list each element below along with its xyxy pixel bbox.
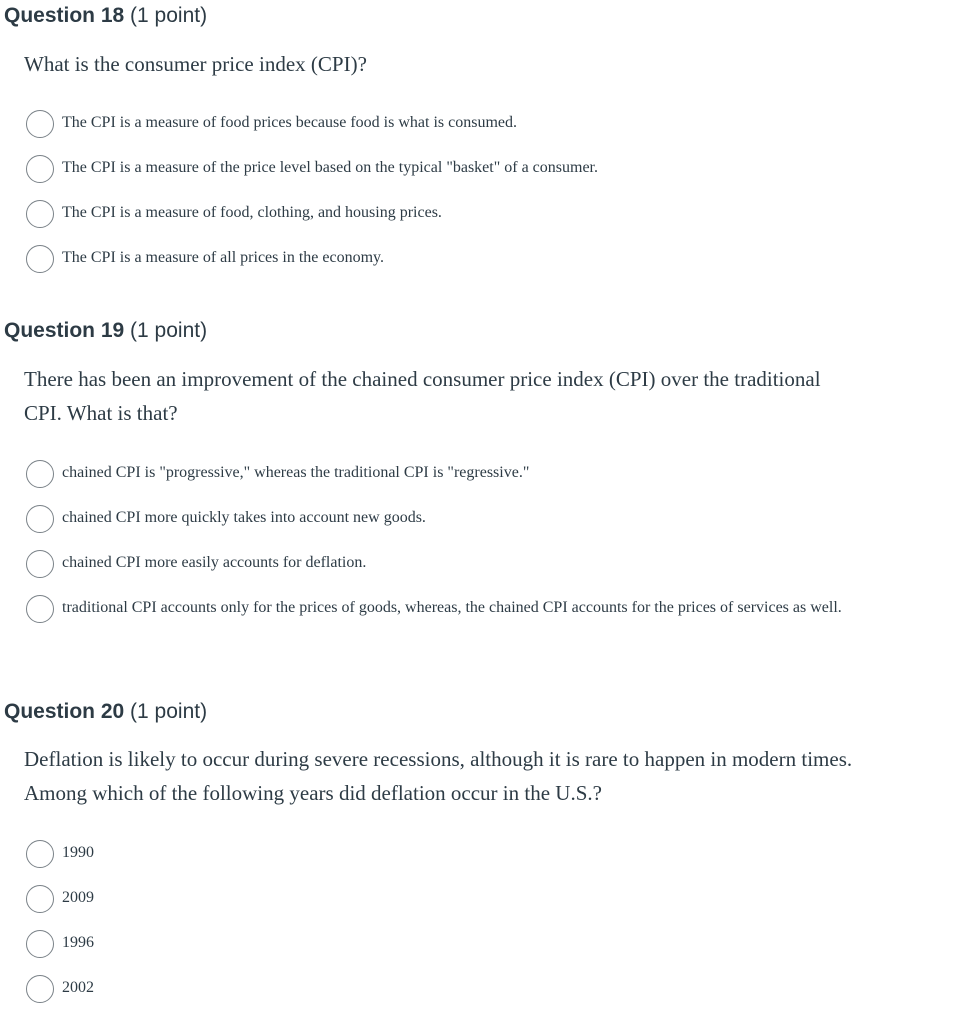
answer-option[interactable]	[26, 460, 926, 490]
question-points: (1 point)	[130, 4, 208, 27]
answer-option-label[interactable]: chained CPI is "progressive," whereas the traditional CPI is "regressive."	[62, 464, 530, 481]
answer-option-label[interactable]: chained CPI more easily accounts for deflation.	[62, 554, 367, 571]
question-prompt: There has been an improvement of the chained consumer price index (CPI) over the traditional CPI. What is that?	[24, 367, 821, 425]
radio-button[interactable]	[26, 505, 54, 533]
radio-button[interactable]	[26, 550, 54, 578]
answer-option[interactable]	[26, 200, 926, 230]
answer-option[interactable]	[26, 840, 926, 870]
question-header	[4, 2, 207, 30]
radio-button[interactable]	[26, 110, 54, 138]
answer-option-label[interactable]: chained CPI more quickly takes into account new goods.	[62, 509, 426, 526]
answer-option[interactable]	[26, 595, 926, 655]
radio-button[interactable]	[26, 460, 54, 488]
question-points: (1 point)	[130, 700, 208, 723]
answer-option-label[interactable]: traditional CPI accounts only for the prices of goods, whereas, the chained CPI accounts for the prices of services as well.	[62, 599, 842, 616]
answer-option-label[interactable]: 1990	[62, 844, 94, 861]
question-header	[4, 698, 207, 726]
answer-option-label[interactable]: The CPI is a measure of the price level based on the typical "basket" of a consumer.	[62, 159, 598, 176]
answer-option[interactable]	[26, 245, 926, 275]
question-number: Question 20	[4, 700, 125, 723]
answer-option[interactable]	[26, 885, 926, 915]
radio-button[interactable]	[26, 155, 54, 183]
answer-option[interactable]	[26, 975, 926, 1005]
answer-option[interactable]	[26, 155, 926, 185]
question-prompt: What is the consumer price index (CPI)?	[24, 52, 367, 76]
radio-button[interactable]	[26, 930, 54, 958]
radio-button[interactable]	[26, 885, 54, 913]
radio-button[interactable]	[26, 840, 54, 868]
answer-option-label[interactable]: 2002	[62, 979, 94, 996]
answer-option-label[interactable]: The CPI is a measure of all prices in the economy.	[62, 249, 384, 266]
answer-option[interactable]	[26, 110, 926, 140]
answer-option[interactable]	[26, 550, 926, 580]
answer-option[interactable]	[26, 930, 926, 960]
radio-button[interactable]	[26, 975, 54, 1003]
question-number: Question 19	[4, 319, 125, 342]
question-points: (1 point)	[130, 319, 208, 342]
question-prompt: Deflation is likely to occur during severe recessions, although it is rare to happen in modern times. Among which of the following years did deflation occur in the U.S.?	[24, 747, 853, 805]
radio-button[interactable]	[26, 245, 54, 273]
answer-option-label[interactable]: 2009	[62, 889, 94, 906]
radio-button[interactable]	[26, 595, 54, 623]
radio-button[interactable]	[26, 200, 54, 228]
answer-option-label[interactable]: The CPI is a measure of food prices because food is what is consumed.	[62, 114, 517, 131]
question-header	[4, 317, 207, 345]
answer-option[interactable]	[26, 505, 926, 535]
answer-option-label[interactable]: The CPI is a measure of food, clothing, and housing prices.	[62, 204, 442, 221]
answer-option-label[interactable]: 1996	[62, 934, 94, 951]
question-number: Question 18	[4, 4, 125, 27]
